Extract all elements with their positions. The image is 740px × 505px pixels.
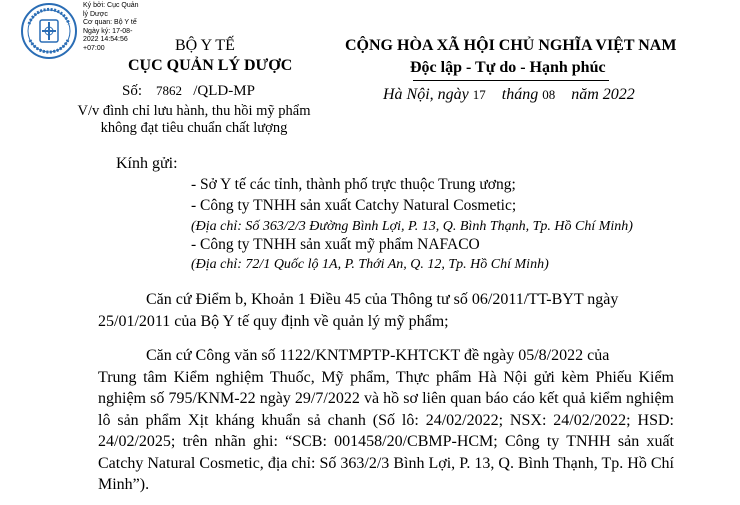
recipient-address: (Địa chỉ: Số 363/2/3 Đường Bình Lợi, P. 13, Q. Bình Thạnh, Tp. Hồ Chí Minh) [191, 219, 633, 234]
subject-line: V/v đình chỉ lưu hành, thu hồi mỹ phẩm [77, 103, 311, 119]
date-month: 08 [542, 87, 556, 102]
document-number [122, 83, 255, 100]
recipient-item: - Sở Y tế các tỉnh, thành phố trực thuộc Trung ương; [191, 176, 516, 193]
signature-line: Ký bởi: Cục Quản [83, 2, 139, 9]
recipient-item: - Công ty TNHH sản xuất mỹ phẩm NAFACO [191, 236, 480, 253]
body-paragraph [98, 289, 674, 332]
signature-line: +07:00 [83, 44, 105, 52]
paragraph-text: Trung tâm Kiểm nghiệm Thuốc, Mỹ phẩm, Thực phẩm Hà Nội gửi kèm Phiếu Kiểm nghiệm số 795/KNM-22 ngày 29/7/2022 và hồ sơ liên quan báo cáo kết quả kiểm nghiệm lô sản phẩm Xịt kháng khuẩn sả chanh (Số lô: 24/02/2022; NSX: 24/02/2022; HSD: 24/02/2025; trên nhãn ghi: “SCB: 001458/20/CBMP-HCM; Công ty TNHH sản xuất Catchy Natural Cosmetic, địa chỉ: Số 363/2/3 Bình Lợi, P. 13, Q. Bình Thạnh, Tp. Hồ Chí Minh”). [98, 368, 674, 493]
body-paragraph [98, 345, 674, 496]
signature-line: lý Dược [83, 10, 108, 18]
recipient-item: - Công ty TNHH sản xuất Catchy Natural Cosmetic; [191, 197, 517, 214]
recipients-heading: Kính gửi: [116, 155, 178, 172]
date-prefix: Hà Nội, ngày [383, 86, 469, 103]
digital-signature-note [83, 2, 139, 53]
national-motto: Độc lập - Tự do - Hạnh phúc [410, 59, 606, 76]
official-seal-icon [20, 2, 78, 60]
document-subject [74, 103, 314, 137]
signature-line: Ngày ký: 17-08- [83, 27, 133, 35]
number-label: Số: [122, 83, 143, 99]
paragraph-text: 25/01/2011 của Bộ Y tế quy định về quản lý mỹ phẩm; [98, 312, 449, 330]
date-day: 17 [472, 87, 486, 102]
issuing-ministry: BỘ Y TẾ [175, 37, 235, 54]
paragraph-first-line: Căn cứ Điểm b, Khoản 1 Điều 45 của Thông tư số 06/2011/TT-BYT ngày [146, 291, 619, 308]
paragraph-first-line: Căn cứ Công văn số 1122/KNTMPTP-KHTCKT đề ngày 05/8/2022 của [146, 347, 610, 364]
signature-line: 2022 14:54:56 [83, 36, 128, 43]
signature-line: Cơ quan: Bộ Y tế [83, 19, 137, 26]
motto-underline [413, 80, 609, 81]
number-suffix: /QLD-MP [193, 83, 255, 99]
month-label: tháng [501, 86, 539, 103]
recipient-address: (Địa chỉ: 72/1 Quốc lộ 1A, P. Thới An, Q. 12, Tp. Hồ Chí Minh) [191, 257, 549, 272]
document-date [383, 86, 635, 104]
subject-line: không đạt tiêu chuẩn chất lượng [100, 120, 288, 136]
year-label: năm 2022 [571, 86, 635, 103]
issuing-department: CỤC QUẢN LÝ DƯỢC [128, 57, 293, 74]
number-value: 7862 [156, 83, 183, 98]
national-title: CỘNG HÒA XÃ HỘI CHỦ NGHĨA VIỆT NAM [345, 37, 677, 54]
